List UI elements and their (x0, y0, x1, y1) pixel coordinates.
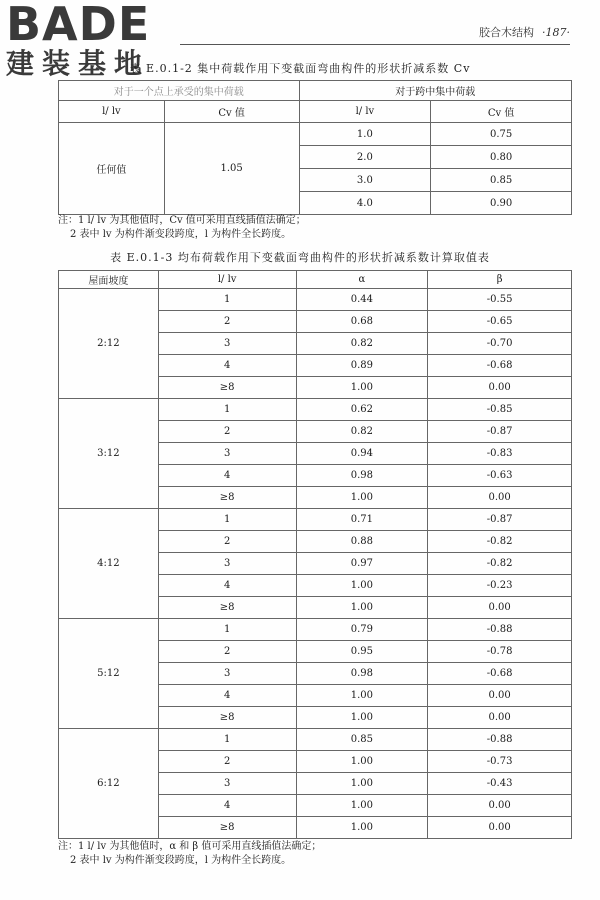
table2-alpha-cell: 1.00 (296, 575, 428, 597)
table-row (59, 289, 572, 311)
table2-beta-cell: 0.00 (428, 817, 572, 839)
table1-any-value: 任何值 (59, 123, 165, 215)
table1-ratio-cell: 2.0 (299, 146, 431, 169)
logo-brand: BADE (6, 0, 151, 51)
table2-beta-cell: -0.83 (428, 443, 572, 465)
table2-beta-cell: 0.00 (428, 685, 572, 707)
table1-group-right: 对于跨中集中荷载 (299, 81, 571, 101)
table2-beta-cell: 0.00 (428, 597, 572, 619)
table2-caption: 表 E.0.1-3 均布荷载作用下变截面弯曲构件的形状折减系数计算取值表 (110, 251, 490, 264)
table2-ratio-cell: 4 (158, 795, 296, 817)
table-row (59, 509, 572, 531)
table2-alpha-cell: 0.82 (296, 333, 428, 355)
table2-slope-cell: 4:12 (59, 509, 159, 619)
table1-ratio-cell: 1.0 (299, 123, 431, 146)
table2-beta-cell: -0.68 (428, 663, 572, 685)
table-row (59, 399, 572, 421)
note-line: 2 表中 lv 为构件渐变段跨度，l 为构件全长跨度。 (70, 229, 292, 240)
table1 (58, 80, 572, 215)
table2-ratio-cell: 3 (158, 773, 296, 795)
table2-alpha-cell: 1.00 (296, 377, 428, 399)
table2-alpha-cell: 0.71 (296, 509, 428, 531)
table2-alpha-cell: 0.85 (296, 729, 428, 751)
table2-ratio-cell: ≥8 (158, 707, 296, 729)
table2-ratio-cell: 1 (158, 289, 296, 311)
table2-col-beta: β (428, 271, 572, 289)
logo-brand-cn: 建装基地 (6, 47, 151, 80)
table2-slope-cell: 3:12 (59, 399, 159, 509)
table2-alpha-cell: 1.00 (296, 597, 428, 619)
table2-ratio-cell: 3 (158, 333, 296, 355)
page-number: ·187· (542, 26, 570, 39)
table1-col-ratio-left: l/ lv (59, 101, 165, 123)
table2-ratio-cell: 2 (158, 751, 296, 773)
table2-beta-cell: -0.82 (428, 531, 572, 553)
table2-ratio-cell: 1 (158, 729, 296, 751)
note-line: 注：1 l/ lv 为其他值时，α 和 β 值可采用直线插值法确定； (58, 841, 322, 852)
table1-notes (58, 214, 306, 242)
table2-alpha-cell: 0.98 (296, 663, 428, 685)
table-row (59, 123, 572, 146)
table2-beta-cell: -0.87 (428, 509, 572, 531)
table2-alpha-cell: 0.79 (296, 619, 428, 641)
note-line: 注：1 l/ lv 为其他值时，Cv 值可采用直线插值法确定； (58, 215, 306, 226)
table2-beta-cell: -0.88 (428, 729, 572, 751)
table1-col-ratio-right: l/ lv (299, 101, 431, 123)
table2-ratio-cell: ≥8 (158, 487, 296, 509)
table2-alpha-cell: 1.00 (296, 817, 428, 839)
table2-ratio-cell: ≥8 (158, 377, 296, 399)
table2-beta-cell: -0.73 (428, 751, 572, 773)
header-rule (180, 44, 570, 45)
table2-ratio-cell: 4 (158, 465, 296, 487)
table2-beta-cell: -0.85 (428, 399, 572, 421)
table2-alpha-cell: 0.62 (296, 399, 428, 421)
table2-ratio-cell: 4 (158, 575, 296, 597)
table2-beta-cell: 0.00 (428, 707, 572, 729)
table2-beta-cell: 0.00 (428, 487, 572, 509)
table2-ratio-cell: 2 (158, 421, 296, 443)
table1-cv-cell: 0.80 (431, 146, 572, 169)
table2-beta-cell: -0.63 (428, 465, 572, 487)
section-title: 胶合木结构 (479, 26, 534, 39)
table2-beta-cell: -0.43 (428, 773, 572, 795)
table2-alpha-cell: 1.00 (296, 751, 428, 773)
table2-ratio-cell: 3 (158, 443, 296, 465)
running-head (479, 24, 570, 40)
table1-cv-cell: 0.75 (431, 123, 572, 146)
table2-ratio-cell: 2 (158, 531, 296, 553)
table2-beta-cell: -0.65 (428, 311, 572, 333)
table2-alpha-cell: 0.82 (296, 421, 428, 443)
table2-alpha-cell: 0.94 (296, 443, 428, 465)
table1-ratio-cell: 3.0 (299, 169, 431, 192)
table2-alpha-cell: 1.00 (296, 773, 428, 795)
table2-alpha-cell: 1.00 (296, 707, 428, 729)
table2-alpha-cell: 0.44 (296, 289, 428, 311)
table2-alpha-cell: 1.00 (296, 685, 428, 707)
table2-beta-cell: -0.87 (428, 421, 572, 443)
table2-ratio-cell: 1 (158, 619, 296, 641)
table1-col-cv-left: Cv 值 (164, 101, 299, 123)
table-row (59, 729, 572, 751)
table2-beta-cell: -0.55 (428, 289, 572, 311)
table2-ratio-cell: 2 (158, 641, 296, 663)
table1-cv-cell: 0.90 (431, 192, 572, 215)
table2-alpha-cell: 0.98 (296, 465, 428, 487)
table2-ratio-cell: 1 (158, 399, 296, 421)
table2-ratio-cell: ≥8 (158, 817, 296, 839)
table2-ratio-cell: 1 (158, 509, 296, 531)
table2-alpha-cell: 0.97 (296, 553, 428, 575)
table2-alpha-cell: 1.00 (296, 487, 428, 509)
table2-beta-cell: -0.70 (428, 333, 572, 355)
table1-caption: 表 E.0.1-2 集中荷载作用下变截面弯曲构件的形状折减系数 Cv (129, 62, 471, 75)
note-line: 2 表中 lv 为构件渐变段跨度，l 为构件全长跨度。 (70, 855, 292, 866)
table2-beta-cell: 0.00 (428, 795, 572, 817)
table2-beta-cell: -0.88 (428, 619, 572, 641)
table2-ratio-cell: 2 (158, 311, 296, 333)
table2-notes (58, 840, 321, 868)
table1-group-left: 对于一个点上承受的集中荷载 (59, 81, 300, 101)
table2-col-slope: 屋面坡度 (59, 271, 159, 289)
table2-ratio-cell: 3 (158, 663, 296, 685)
table1-any-cv: 1.05 (164, 123, 299, 215)
table2-ratio-cell: 4 (158, 355, 296, 377)
table2-alpha-cell: 0.89 (296, 355, 428, 377)
table2-alpha-cell: 0.95 (296, 641, 428, 663)
table2-ratio-cell: 4 (158, 685, 296, 707)
table2-slope-cell: 2:12 (59, 289, 159, 399)
table2 (58, 270, 572, 839)
table2-alpha-cell: 1.00 (296, 795, 428, 817)
table-row (59, 619, 572, 641)
table2-col-alpha: α (296, 271, 428, 289)
table2-ratio-cell: 3 (158, 553, 296, 575)
table2-slope-cell: 5:12 (59, 619, 159, 729)
table1-cv-cell: 0.85 (431, 169, 572, 192)
table2-ratio-cell: ≥8 (158, 597, 296, 619)
table1-col-cv-right: Cv 值 (431, 101, 572, 123)
table2-slope-cell: 6:12 (59, 729, 159, 839)
table2-alpha-cell: 0.88 (296, 531, 428, 553)
table2-beta-cell: -0.68 (428, 355, 572, 377)
table2-beta-cell: -0.78 (428, 641, 572, 663)
table2-beta-cell: 0.00 (428, 377, 572, 399)
table2-beta-cell: -0.82 (428, 553, 572, 575)
table2-alpha-cell: 0.68 (296, 311, 428, 333)
table1-ratio-cell: 4.0 (299, 192, 431, 215)
table2-beta-cell: -0.23 (428, 575, 572, 597)
table2-col-ratio: l/ lv (158, 271, 296, 289)
